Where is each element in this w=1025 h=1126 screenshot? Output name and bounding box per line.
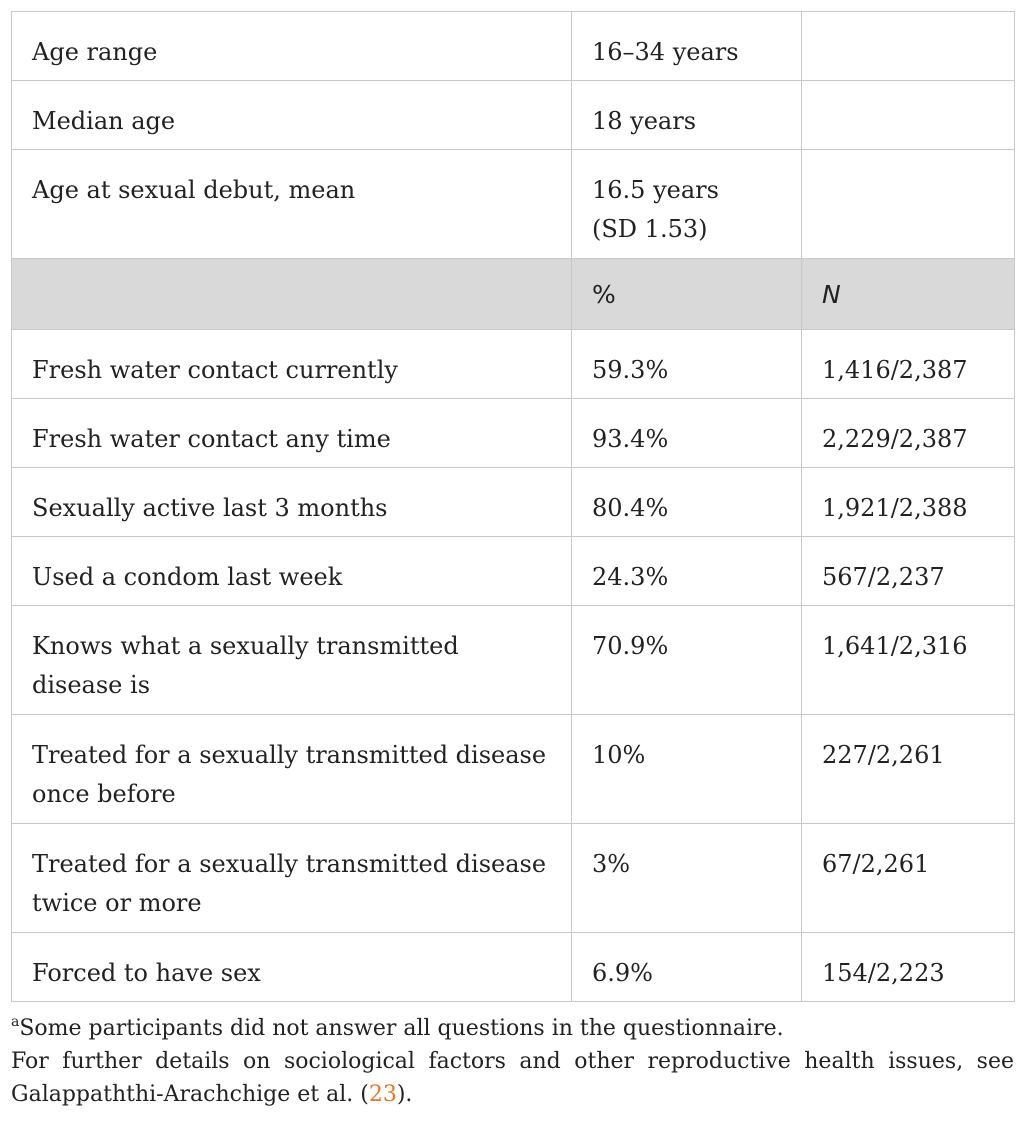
row-percent: 80.4%	[572, 468, 802, 537]
row-n: 154/2,223	[802, 933, 1015, 1002]
label-line-1: Treated for a sexually transmitted disease	[32, 850, 547, 878]
footnote-a-text: Some participants did not answer all questions in the questionnaire.	[19, 1016, 784, 1041]
value-line-1: 16.5 years	[592, 176, 719, 204]
row-label: Sexually active last 3 months	[12, 468, 572, 537]
footnote-b	[11, 1045, 1014, 1111]
label-line-1: Knows what a sexually transmitted	[32, 632, 459, 660]
table-row	[12, 399, 1015, 468]
row-label: Fresh water contact currently	[12, 330, 572, 399]
value-line-2: (SD 1.53)	[592, 215, 708, 243]
row-percent: 10%	[572, 715, 802, 824]
label-line-2: disease is	[32, 671, 151, 699]
label-line-2: twice or more	[32, 889, 202, 917]
row-label: Age range	[12, 12, 572, 81]
row-label: Fresh water contact any time	[12, 399, 572, 468]
row-label: Forced to have sex	[12, 933, 572, 1002]
demographics-table	[11, 11, 1015, 1002]
table-container	[11, 11, 1014, 1111]
row-label: Used a condom last week	[12, 537, 572, 606]
footnote-a	[11, 1012, 1014, 1045]
table-row-median-age	[12, 81, 1015, 150]
footnote-marker: a	[11, 1014, 20, 1030]
row-n	[802, 12, 1015, 81]
header-percent: %	[572, 259, 802, 330]
reference-link[interactable]: 23	[368, 1082, 397, 1107]
row-value: 16–34 years	[572, 12, 802, 81]
row-percent: 3%	[572, 824, 802, 933]
row-label: Age at sexual debut, mean	[12, 150, 572, 259]
table-row	[12, 537, 1015, 606]
row-n: 567/2,237	[802, 537, 1015, 606]
footnote-b-end: ).	[396, 1082, 413, 1107]
header-col1	[12, 259, 572, 330]
row-n: 227/2,261	[802, 715, 1015, 824]
row-n: 67/2,261	[802, 824, 1015, 933]
table-row	[12, 330, 1015, 399]
row-label	[12, 824, 572, 933]
row-label	[12, 715, 572, 824]
row-percent: 70.9%	[572, 606, 802, 715]
table-footnotes	[11, 1012, 1014, 1111]
table-row	[12, 715, 1015, 824]
header-n: N	[802, 259, 1015, 330]
label-line-2: once before	[32, 780, 176, 808]
table-row-age-range	[12, 12, 1015, 81]
table-row	[12, 933, 1015, 1002]
footnote-b-text: For further details on sociological factors and other reproductive health issues, see Galappaththi-Arachchige et al. (	[11, 1049, 1014, 1107]
row-percent: 24.3%	[572, 537, 802, 606]
row-value	[572, 150, 802, 259]
row-percent: 93.4%	[572, 399, 802, 468]
row-n: 1,641/2,316	[802, 606, 1015, 715]
row-value: 18 years	[572, 81, 802, 150]
row-percent: 6.9%	[572, 933, 802, 1002]
row-n: 1,416/2,387	[802, 330, 1015, 399]
table-row	[12, 468, 1015, 537]
table-header-row	[12, 259, 1015, 330]
row-label	[12, 606, 572, 715]
row-label: Median age	[12, 81, 572, 150]
row-n	[802, 81, 1015, 150]
label-line-1: Treated for a sexually transmitted disease	[32, 741, 547, 769]
table-row-age-at-debut	[12, 150, 1015, 259]
table-row	[12, 824, 1015, 933]
row-percent: 59.3%	[572, 330, 802, 399]
table-row	[12, 606, 1015, 715]
row-n	[802, 150, 1015, 259]
row-n: 2,229/2,387	[802, 399, 1015, 468]
row-n: 1,921/2,388	[802, 468, 1015, 537]
